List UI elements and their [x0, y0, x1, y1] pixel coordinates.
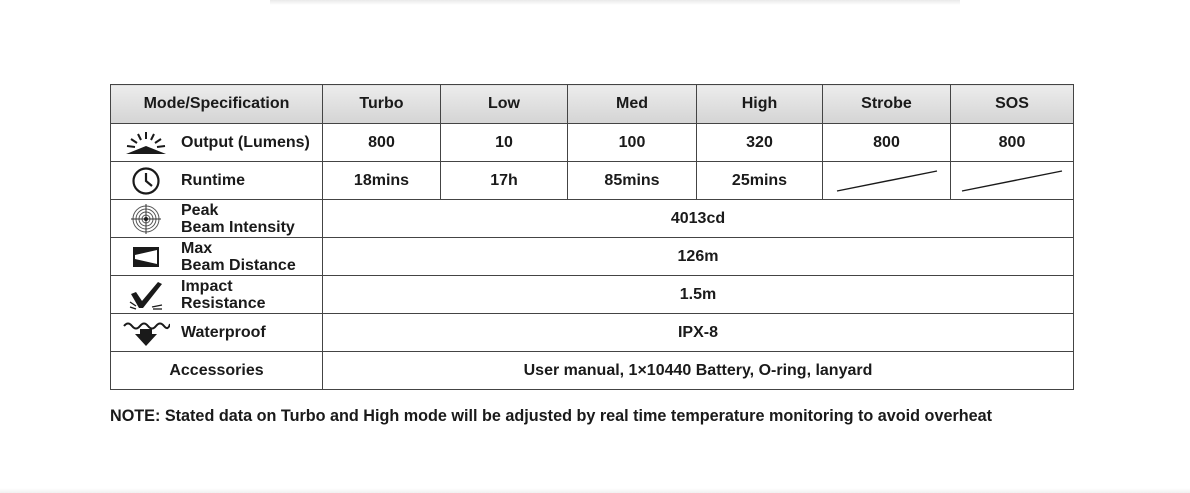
waterproof-label-cell — [111, 314, 323, 352]
runtime-label-cell — [111, 162, 323, 200]
impact-label-cell — [111, 276, 323, 314]
header-sos: SOS — [951, 85, 1074, 124]
impact-label-line2: Resistance — [181, 294, 266, 312]
runtime-strobe-not-applicable — [823, 162, 951, 200]
intensity-label — [181, 202, 295, 236]
runtime-med: 85mins — [568, 162, 697, 200]
header-mode-specification: Mode/Specification — [111, 85, 323, 124]
runtime-label: Runtime — [181, 172, 245, 189]
header-high: High — [697, 85, 823, 124]
beam-distance-icon — [111, 246, 181, 268]
distance-value: 126m — [323, 238, 1074, 276]
intensity-label-cell — [111, 200, 323, 238]
distance-label-line2: Beam Distance — [181, 256, 296, 274]
waterproof-label: Waterproof — [181, 324, 266, 341]
row-impact-resistance — [111, 276, 1074, 314]
row-runtime — [111, 162, 1074, 200]
output-turbo: 800 — [323, 124, 441, 162]
impact-label — [181, 278, 266, 312]
header-turbo: Turbo — [323, 85, 441, 124]
top-divider — [270, 0, 960, 5]
output-strobe: 800 — [823, 124, 951, 162]
header-strobe: Strobe — [823, 85, 951, 124]
impact-label-line1: Impact — [181, 277, 233, 295]
water-drop-icon — [111, 319, 181, 347]
output-med: 100 — [568, 124, 697, 162]
impact-checkmark-icon — [111, 280, 181, 310]
bottom-divider — [0, 488, 1190, 493]
header-low: Low — [441, 85, 568, 124]
output-sos: 800 — [951, 124, 1074, 162]
accessories-label: Accessories — [111, 352, 323, 390]
distance-label — [181, 240, 296, 274]
row-accessories — [111, 352, 1074, 390]
target-icon — [111, 204, 181, 234]
distance-label-cell — [111, 238, 323, 276]
row-peak-beam-intensity — [111, 200, 1074, 238]
output-label-cell — [111, 124, 323, 162]
spec-table — [110, 84, 1074, 390]
runtime-high: 25mins — [697, 162, 823, 200]
clock-icon — [111, 166, 181, 196]
row-output — [111, 124, 1074, 162]
output-high: 320 — [697, 124, 823, 162]
intensity-value: 4013cd — [323, 200, 1074, 238]
accessories-value: User manual, 1×10440 Battery, O-ring, lanyard — [323, 352, 1074, 390]
intensity-label-line1: Peak — [181, 201, 219, 219]
runtime-low: 17h — [441, 162, 568, 200]
runtime-sos-not-applicable — [951, 162, 1074, 200]
header-med: Med — [568, 85, 697, 124]
waterproof-value: IPX-8 — [323, 314, 1074, 352]
runtime-turbo: 18mins — [323, 162, 441, 200]
table-header-row — [111, 85, 1074, 124]
footnote: NOTE: Stated data on Turbo and High mode will be adjusted by real time temperature monitoring to avoid overheat — [110, 407, 993, 425]
distance-label-line1: Max — [181, 239, 213, 257]
intensity-label-line2: Beam Intensity — [181, 218, 295, 236]
row-max-beam-distance — [111, 238, 1074, 276]
output-low: 10 — [441, 124, 568, 162]
output-label: Output (Lumens) — [181, 134, 310, 151]
impact-value: 1.5m — [323, 276, 1074, 314]
row-waterproof — [111, 314, 1074, 352]
sunburst-icon — [111, 130, 181, 156]
